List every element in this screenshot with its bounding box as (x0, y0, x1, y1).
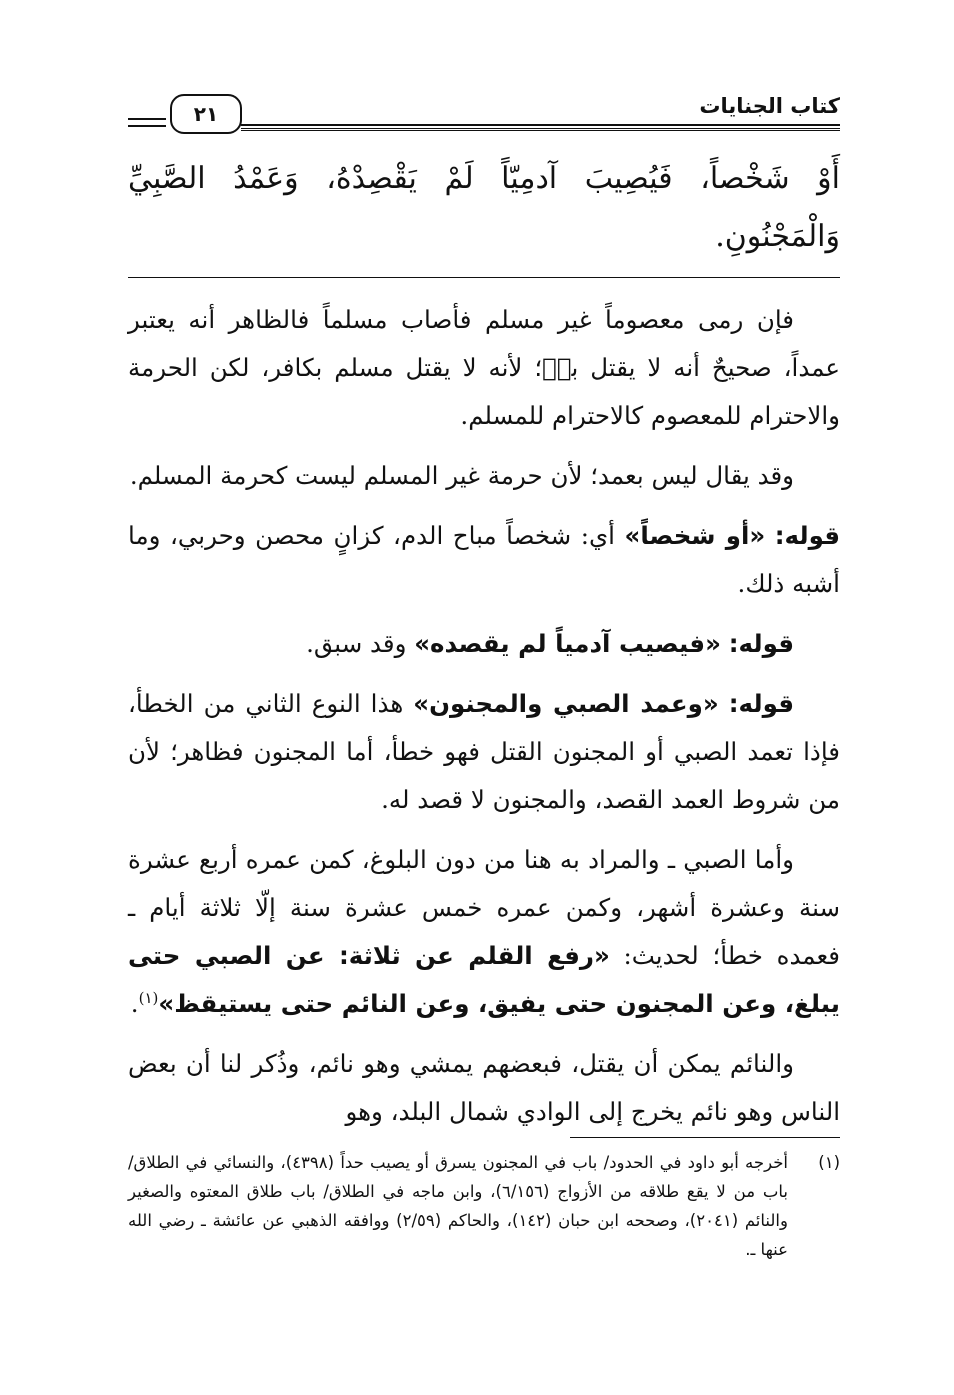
explanation: وأما الصبي ـ والمراد به هنا من دون البلوغ، كمن عمره أربع عشرة سنة وعشرة أشهر، وكمن عمره خمس عشرة سنة إلّا ثلاثة أيام ـ فعمده خطأ؛ لحديث: (128, 845, 840, 970)
paragraph (128, 836, 840, 1028)
explanation: وقد سبق. (306, 629, 407, 658)
header-rule (241, 124, 840, 129)
commentary (128, 296, 840, 1148)
full-stop: . (130, 989, 139, 1018)
qawluhu-label: قوله: (774, 521, 840, 550)
page-number: ٢١ (170, 94, 242, 134)
hadith-quote: «رفع القلم عن ثلاثة: عن الصبي حتى يبلغ، وعن المجنون حتى يفيق، وعن النائم حتى يستيقظ» (128, 941, 840, 1018)
explanation: أي: شخصاً مباح الدم، كزانٍ محصن وحربي، وما أشبه ذلك. (128, 521, 840, 598)
qawluhu-label: قوله: (728, 629, 794, 658)
paragraph: والنائم يمكن أن يقتل، فبعضهم يمشي وهو نائم، وذُكر لنا أن بعض الناس وهو نائم يخرج إلى الوادي شمال البلد، وهو (128, 1049, 840, 1126)
footnote-reference[interactable]: (١) (138, 988, 159, 1007)
header-rule-thin (241, 130, 840, 131)
quoted-matn: «فيصيب آدمياً لم يقصده» (414, 629, 721, 658)
header-rule-left-thin (128, 125, 166, 127)
paragraph: فإن رمى معصوماً غير مسلم فأصاب مسلماً فالظاهر أنه يعتبر عمداً، صحيحٌ أنه لا يقتل بهٖ؛ لأنه لا يقتل مسلم بكافر، لكن الحرمة والاحترام للمعصوم كالاحترام للمسلم. (128, 305, 840, 430)
book-title: كتاب الجنايات (699, 94, 840, 118)
quoted-matn: «وعمد الصبي والمجنون» (413, 689, 719, 718)
paragraph: وقد يقال ليس بعمد؛ لأن حرمة غير المسلم ليست كحرمة المسلم. (129, 461, 794, 490)
footnote-text: أخرجه أبو داود في الحدود/ باب في المجنون يسرق أو يصيب حداً (٤٣٩٨)، والنسائي في الطلاق/ باب من لا يقع طلاقه من الأزواج (٦/١٥٦)، وابن ماجه في الطلاق/ باب طلاق المعتوه والصغير والنائم (٢٠٤١)، وصححه ابن حبان (١٤٢)، والحاكم (٢/٥٩) ووافقه الذهبي عن عائشة ـ رضي الله عنها ـ. (128, 1153, 789, 1259)
paragraph (128, 680, 840, 824)
matn-text: أَوْ شَخْصاً، فَيُصِيبَ آدمِيّاً لَمْ يَقْصِدْهُ، وَعَمْدُ الصَّبِيِّ وَالْمَجْنُونِ. (128, 161, 840, 254)
quoted-matn: «أو شخصاً» (624, 521, 766, 550)
qawluhu-label: قوله: (728, 689, 794, 718)
paragraph (128, 620, 840, 668)
paragraph (128, 512, 840, 608)
footnote-divider (570, 1137, 840, 1138)
footnote-number: (١) (818, 1153, 840, 1172)
page-header (128, 92, 840, 132)
header-rule-left (128, 118, 166, 122)
footnotes (128, 1148, 840, 1264)
explanation: هذا النوع الثاني من الخطأ، فإذا تعمد الصبي أو المجنون القتل فهو خطأ، أما المجنون فظاهر؛ لأن من شروط العمد القصد، والمجنون لا قصد له. (128, 689, 840, 814)
matn-divider (128, 277, 840, 278)
footnote (128, 1148, 840, 1264)
